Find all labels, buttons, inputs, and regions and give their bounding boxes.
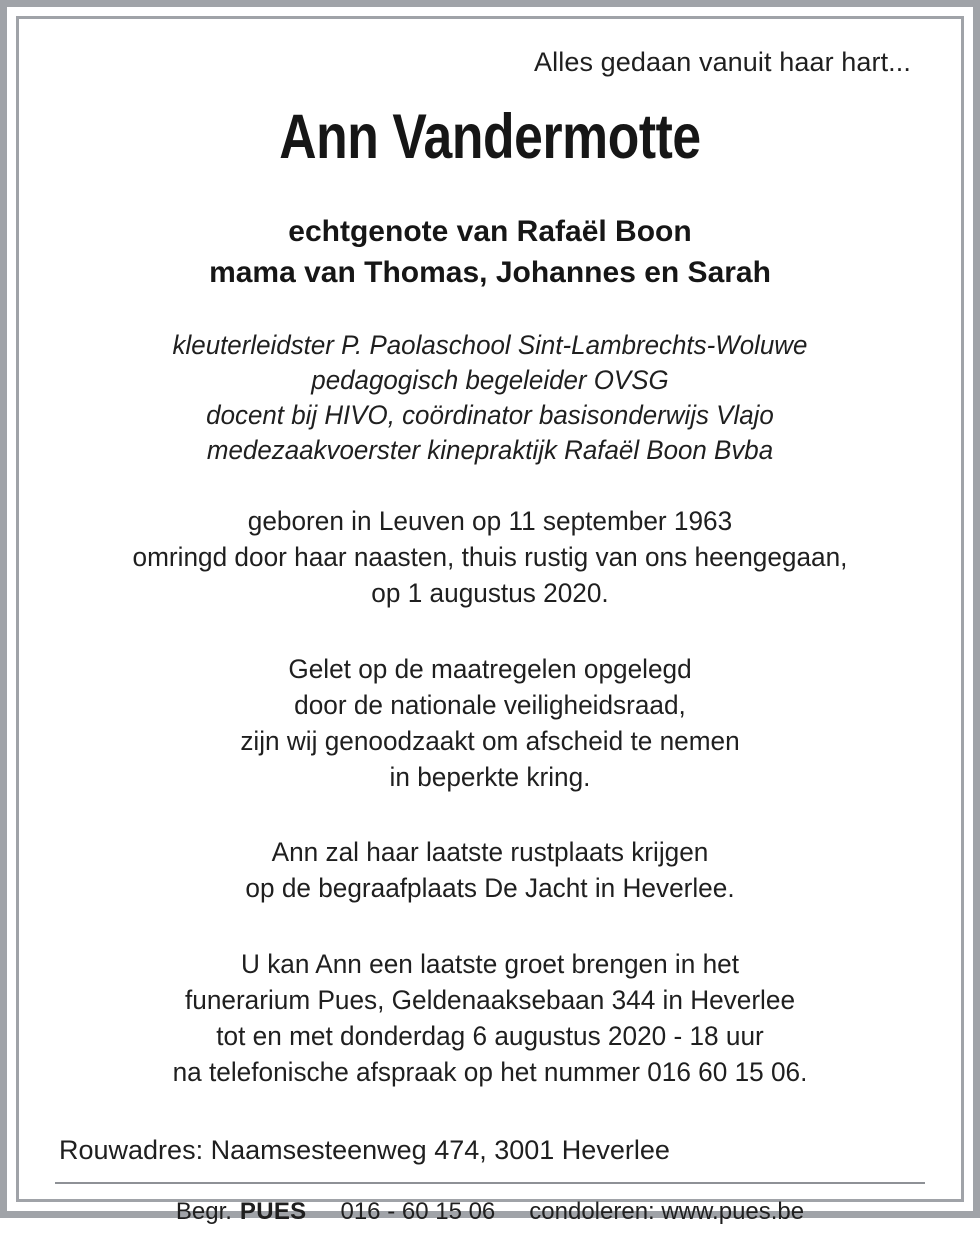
funeral-home	[176, 1198, 307, 1226]
visiting-block	[58, 947, 921, 1091]
restrictions-line: door de nationale veiligheidsraad,	[294, 689, 686, 720]
condolences-link[interactable]: condoleren: www.pues.be	[529, 1197, 805, 1225]
visiting-line: na telefonische afspraak op het nummer 016 60 15 06.	[172, 1056, 808, 1087]
notice-footer	[19, 1166, 961, 1242]
restrictions-block	[58, 652, 921, 796]
notice-inner-frame	[16, 16, 964, 1225]
profession-line: pedagogisch begeleider OVSG	[311, 364, 669, 395]
burial-block	[58, 835, 921, 907]
visiting-line: funerarium Pues, Geldenaaksebaan 344 in Heverlee	[184, 985, 796, 1016]
footer-phone: 016 - 60 15 06	[340, 1197, 496, 1225]
visiting-line: tot en met donderdag 6 augustus 2020 - 18 uur	[216, 1021, 764, 1052]
funeral-home-brand: PUES	[239, 1197, 307, 1225]
relation-line: echtgenote van Rafaël Boon	[288, 215, 692, 249]
passing-line: omringd door haar naasten, thuis rustig van ons heengegaan,	[132, 542, 848, 573]
notice-content	[19, 19, 961, 1166]
restrictions-line: in beperkte kring.	[389, 761, 591, 792]
mourning-address: Rouwadres: Naamsesteenweg 474, 3001 Heverlee	[59, 1134, 670, 1165]
burial-line: op de begraafplaats De Jacht in Heverlee.	[245, 873, 735, 904]
restrictions-line: Gelet op de maatregelen opgelegd	[288, 653, 692, 684]
footer-content	[45, 1184, 935, 1242]
visiting-line: U kan Ann een laatste groet brengen in het	[241, 949, 739, 980]
deceased-name: Ann Vandermotte	[279, 102, 701, 172]
notice-tagline: Alles gedaan vanuit haar hart...	[534, 47, 911, 77]
family-relations	[45, 212, 935, 294]
burial-line: Ann zal haar laatste rustplaats krijgen	[271, 837, 709, 868]
restrictions-line: zijn wij genoodzaakt om afscheid te nemen	[240, 725, 740, 756]
profession-line: docent bij HIVO, coördinator basisonderwijs Vlajo	[206, 399, 774, 430]
professions-block	[63, 328, 917, 468]
birth-line: geboren in Leuven op 11 september 1963	[247, 506, 733, 537]
profession-line: medezaakvoerster kinepraktijk Rafaël Boon Bvba	[206, 435, 774, 466]
begr-label: Begr.	[175, 1197, 232, 1225]
death-date-line: op 1 augustus 2020.	[371, 577, 609, 608]
life-dates-block	[58, 504, 921, 612]
profession-line: kleuterleidster P. Paolaschool Sint-Lambrechts-Woluwe	[172, 329, 808, 360]
relation-line: mama van Thomas, Johannes en Sarah	[209, 255, 771, 289]
